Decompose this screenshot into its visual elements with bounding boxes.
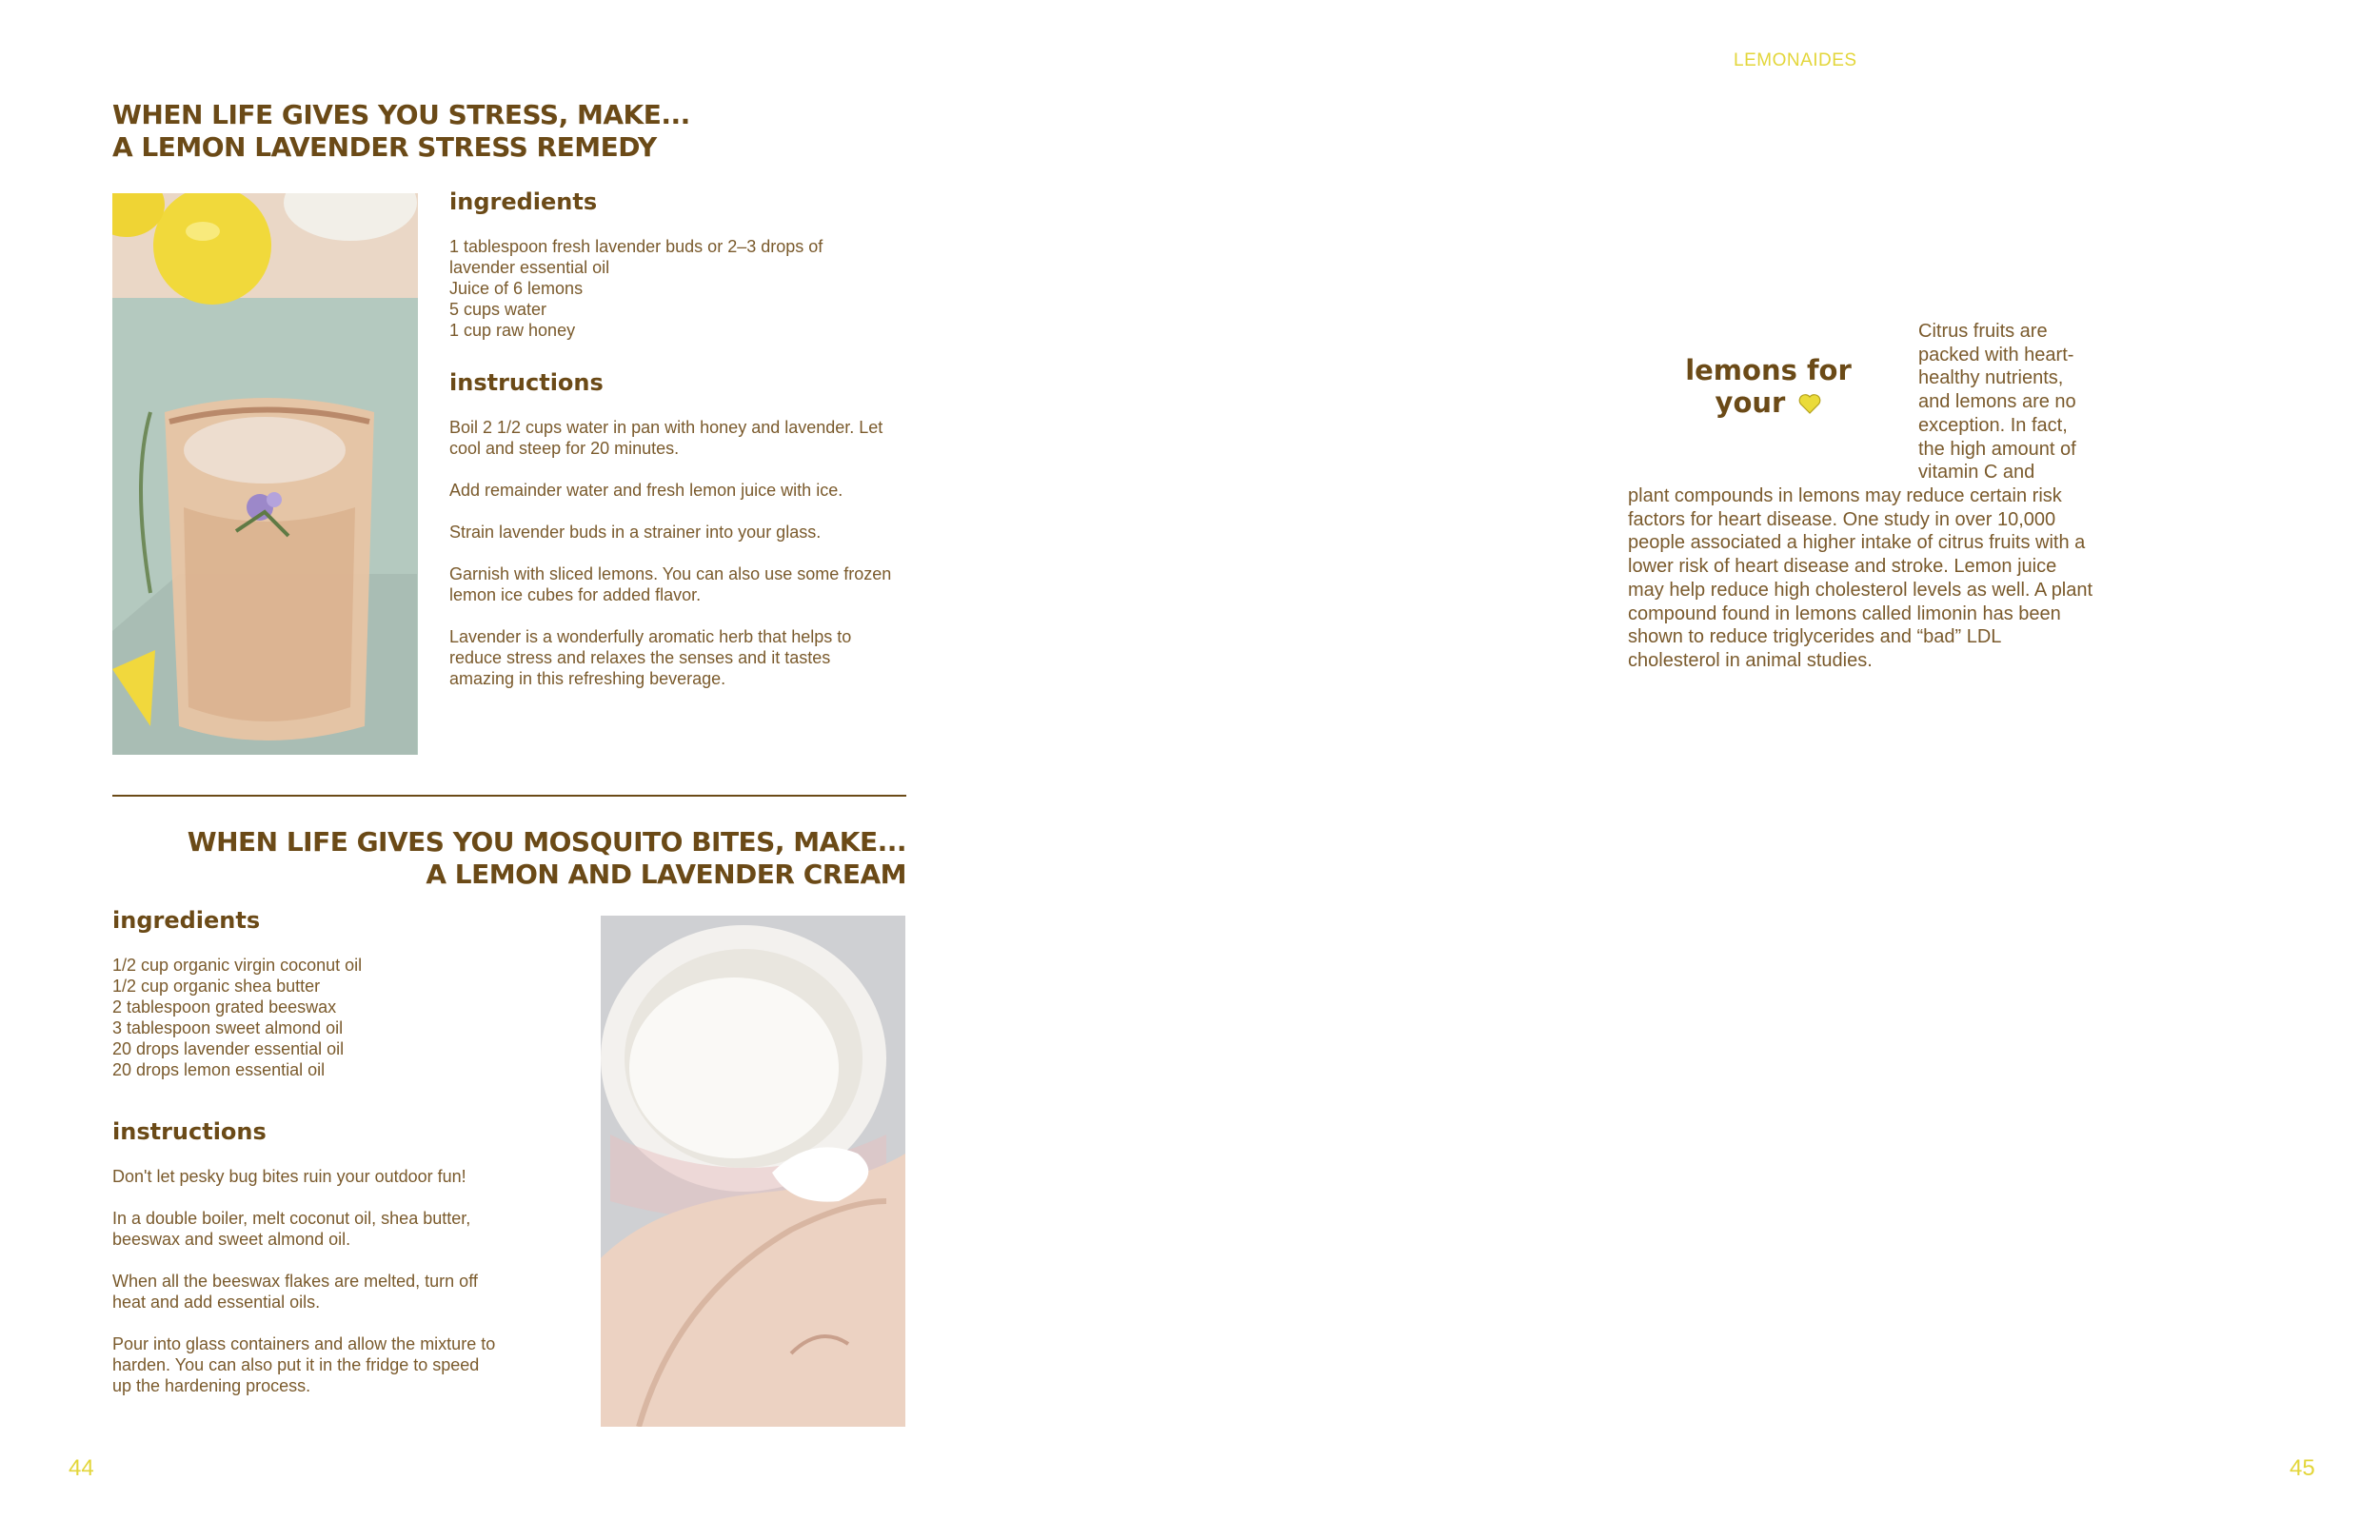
instruction-step: Pour into glass containers and allow the mixture to harden. You can also put it in the fridge to speed up the hardening process.: [112, 1334, 496, 1395]
callout-line2-wrapper: [1666, 386, 1871, 419]
section-label: LEMONAIDES: [1734, 50, 1857, 70]
lavender-cream-photo: [601, 916, 905, 1427]
instruction-step: When all the beeswax flakes are melted, turn off heat and add essential oils.: [112, 1272, 478, 1312]
recipe2-ingredients-heading: ingredients: [112, 907, 261, 934]
ingredient-item: lavender essential oil: [449, 258, 610, 277]
ingredient-item: 1 cup raw honey: [449, 321, 576, 340]
recipe1-content: [449, 188, 897, 710]
ingredient-item: 1 tablespoon fresh lavender buds or 2–3 drops of: [449, 237, 823, 256]
instruction-step: Lavender is a wonderfully aromatic herb that helps to reduce stress and relaxes the senses and it tastes amazing in this refreshing beverage.: [449, 627, 852, 688]
recipe2-ingredients-list: [112, 955, 512, 1080]
instruction-step: In a double boiler, melt coconut oil, shea butter, beeswax and sweet almond oil.: [112, 1209, 471, 1249]
article-line: and lemons are no: [1918, 391, 2076, 413]
recipe1-instructions-heading: instructions: [449, 369, 604, 396]
recipe1-title-line2: A LEMON LAVENDER STRESS REMEDY: [112, 131, 657, 163]
cream-illustration: [601, 916, 905, 1427]
article-line: Citrus fruits are: [1918, 321, 2048, 342]
instruction-step: Add remainder water and fresh lemon juice with ice.: [449, 481, 843, 500]
recipe1-ingredients-list: [449, 236, 897, 341]
recipe1-title-line1: WHEN LIFE GIVES YOU STRESS, MAKE...: [112, 99, 690, 130]
recipe2-title-line2: A LEMON AND LAVENDER CREAM: [426, 859, 906, 890]
ingredient-item: 1/2 cup organic shea butter: [112, 977, 321, 996]
recipe1-instructions: [449, 417, 897, 689]
lemonade-illustration: [112, 193, 418, 755]
article-line: exception. In fact,: [1918, 414, 2068, 436]
lemonade-glass-photo: [112, 193, 418, 755]
recipe1-title: [112, 99, 690, 164]
recipe1-ingredients-heading: ingredients: [449, 188, 598, 215]
article-line: healthy nutrients,: [1918, 367, 2064, 389]
article-body: plant compounds in lemons may reduce certain risk factors for heart disease. One study in over 10,000 people associated a higher intake of citrus fruits with a lower risk of heart disease and stroke. Lemon juice may help reduce high cholesterol levels as well. A plant compound found in lemons called limonin has been shown to reduce triglycerides and “bad” LDL cholesterol in animal studies.: [1628, 485, 2093, 671]
ingredient-item: 2 tablespoon grated beeswax: [112, 997, 337, 1017]
recipe2-instructions: [112, 1166, 503, 1396]
page-number-left: 44: [69, 1455, 94, 1481]
article-intro: [1918, 320, 2109, 484]
recipe2-content: [112, 907, 512, 1417]
ingredient-item: Juice of 6 lemons: [449, 279, 584, 298]
recipe2-title: [112, 826, 906, 891]
article-line: vitamin C and: [1918, 462, 2035, 484]
callout-line2: your: [1715, 386, 1786, 419]
lemons-callout: [1666, 354, 1871, 419]
ingredient-item: 20 drops lavender essential oil: [112, 1039, 345, 1058]
instruction-step: Garnish with sliced lemons. You can also use some frozen lemon ice cubes for added flavor.: [449, 564, 892, 604]
recipe2-instructions-heading: instructions: [112, 1118, 267, 1145]
ingredient-item: 20 drops lemon essential oil: [112, 1060, 326, 1079]
article-line: the high amount of: [1918, 438, 2076, 460]
recipe2-title-line1: WHEN LIFE GIVES YOU MOSQUITO BITES, MAKE...: [187, 826, 906, 858]
ingredient-item: 1/2 cup organic virgin coconut oil: [112, 956, 363, 975]
section-divider: [112, 795, 906, 797]
article-line: packed with heart-: [1918, 344, 2074, 365]
heart-icon: [1798, 393, 1821, 414]
instruction-step: Boil 2 1/2 cups water in pan with honey and lavender. Let cool and steep for 20 minutes.: [449, 418, 883, 458]
instruction-step: Strain lavender buds in a strainer into your glass.: [449, 523, 822, 542]
ingredient-item: 5 cups water: [449, 300, 547, 319]
page-number-right: 45: [2290, 1455, 2315, 1481]
instruction-step: Don't let pesky bug bites ruin your outdoor fun!: [112, 1167, 466, 1186]
callout-line1: lemons for: [1685, 354, 1852, 386]
ingredient-item: 3 tablespoon sweet almond oil: [112, 1018, 344, 1037]
